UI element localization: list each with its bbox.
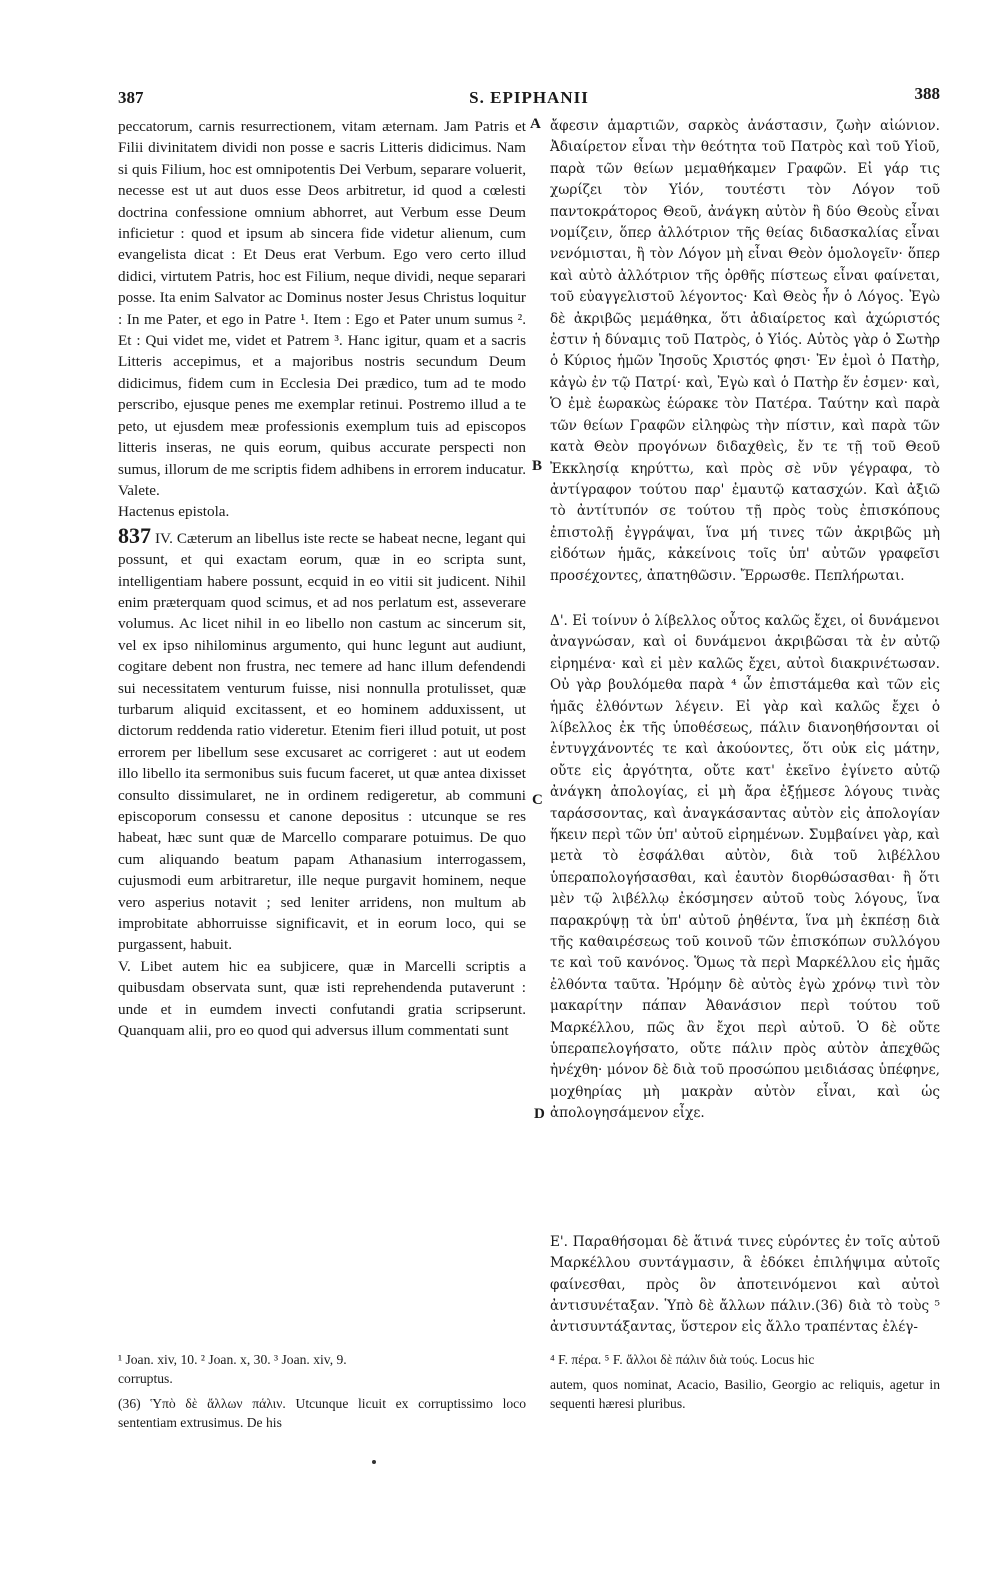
footnote-variants: ⁴ F. πέρα. ⁵ F. ἄλλοι δὲ πάλιν διὰ τούς. Locus hic (550, 1352, 815, 1367)
latin-column (118, 116, 526, 1041)
footnotes-left (118, 1350, 526, 1432)
greek-paragraph-2: Δ'. Εἰ τοίνυν ὁ λίβελλος οὗτος καλῶς ἔχει, οἱ δυνάμενοι ἀναγνώσαν, καὶ οἱ δυνάμενοι ἀκριβῶσαι τὰ ἐν αὐτῷ εἰρημένα· καὶ εἰ μὲν καλῶς ἔχει, αὐτοὶ διακρινέτωσαν. Οὐ γὰρ βουλόμεθα παρὰ ⁴ ὧν ἐπιστάμεθα καὶ τῶν εἰς ἡμᾶς ἐλθόντων λέγειν. Εἰ γὰρ καὶ καλῶς ἔχει ὁ λίβελλος ἐκ τῆς ὑποθέσεως, πάλιν διανοηθήσονται οἱ ἐντυγχάνοντές τε καὶ ἀκούοντες, ὅτι οὐκ εἰς μάτην, οὔτε εἰς ἀργότητα, οὔτε κατ' ἐκεῖνο ἐγίνετο αὐτῷ ἀνάγκη ἀπολογίας, εἰ μὴ ἄρα ἐξῄμεσε λόγους τινὰς ταράσσοντας, καὶ ἀναγκάσαντας αὐτὸν εἰς ἀπολογίαν ἥκειν περὶ τῶν ὑπ' αὐτοῦ εἰρημένων. Συμβαίνει γὰρ, καὶ μετὰ τὸ ἐσφάλθαι αὐτὸν, διὰ τοῦ λιβέλλου ὑπεραπολογήσασθαι, καὶ ἑαυτὸν διορθώσασθαι· ἢ ὅτι μὲν τῷ λιβέλλῳ ἐκόσμησεν αὐτοῦ τοὺς λόγους, ἵνα παρακρύψῃ τὰ ὑπ' αὐτοῦ ῥηθέντα, ἵνα μὴ ἐκπέσῃ διὰ τῆς καθαιρέσεως τοῦ κοινοῦ τῶν ἐπισκόπων συλλόγου τε καὶ τοῦ κανόνος. Ὅμως τὰ περὶ Μαρκέλλου εἰς ἡμᾶς ἐλθόντα ταῦτα. Ἠρόμην δὲ αὐτὸς ἐγὼ χρόνῳ τινὶ τὸν μακαρίτην πάπαν Ἀθανάσιον περὶ τούτου τοῦ Μαρκέλλου, πῶς ἂν ἔχοι περὶ αὐτοῦ. Ὁ δὲ οὔτε ὑπεραπελογήσατο, οὔτε πάλιν πρὸς αὐτὸν ἀπεχθῶς ἠνέχθη· μόνον δὲ διὰ τοῦ προσώπου μειδιάσας ὑπέφηνε, μοχθηρίας μὴ μακρὰν αὐτὸν εἶναι, καὶ ὡς ἀπολογησάμενον εἶχε. (550, 612, 940, 1122)
latin-paragraph-2 (118, 522, 526, 956)
greek-column (550, 116, 940, 1339)
greek-paragraph-1: ἄφεσιν ἁμαρτιῶν, σαρκὸς ἀνάστασιν, ζωὴν αἰώνιον. Ἀδιαίρετον εἶναι τὴν θεότητα τοῦ Πατρὸς καὶ τοῦ Υἱοῦ, παρὰ τῶν θείων μεμαθήκαμεν Γραφῶν. Εἰ γάρ τις χωρίζει τὸν Υἱόν, τουτέστι τὸν Λόγον τοῦ παντοκράτορος Θεοῦ, ἀνάγκη αὐτὸν ἢ δύο Θεοὺς εἶναι νομίζειν, ὅπερ ἀλλότριον τῆς θείας διδασκαλίας εἶναι νενόμισται, ἢ τὸν Λόγον μὴ εἶναι Θεὸν ὁμολογεῖν· ὅπερ καὶ αὐτὸ ἀλλότριον τῆς ὀρθῆς πίστεως εἶναι φαίνεται, τοῦ εὐαγγελιστοῦ λέγοντος· Καὶ Θεὸς ἦν ὁ Λόγος. Ἐγὼ δὲ ἀκριβῶς μεμάθηκα, ὅτι ἀδιαίρετος καὶ ἀχώριστός ἐστιν ἡ δύναμις τοῦ Πατρὸς, ὁ Υἱός. Αὐτὸς γὰρ ὁ Σωτὴρ ὁ Κύριος ἡμῶν Ἰησοῦς Χριστός φησι· Ἐν ἐμοὶ ὁ Πατὴρ, κἀγὼ ἐν τῷ Πατρί· καὶ, Ἐγὼ καὶ ὁ Πατὴρ ἕν ἐσμεν· καὶ, Ὁ ἐμὲ ἑωρακὼς ἑώρακε τὸν Πατέρα. Ταύτην καὶ παρὰ τῶν θείων Γραφῶν εἰληφὼς τὴν πίστιν, καὶ παρὰ τῶν κατὰ Θεὸν προγόνων διδαχθεὶς, ἔν τε τῇ τοῦ Θεοῦ Ἐκκλησίᾳ κηρύττω, καὶ πρὸς σὲ νῦν γέγραφα, τὸ ἀντίγραφον τούτου παρ' ἐμαυτῷ κατασχών. Καὶ ἀξιῶ τὸ ἀντίτυπόν σε τούτου τῇ πρὸς τοὺς ἐπισκόπους ἐπιστολῇ ἐγγράψαι, ἵνα μή τινες τῶν ἀκριβῶς μὴ εἰδότων ἡμᾶς, κἀκείνοις τοῖς ὑπ' αὐτῶν γραφεῖσι προσέχοντες, ἀπατηθῶσιν. Ἔρρωσθε. Πεπλήρωται. (550, 118, 940, 584)
section-number: 837 (118, 522, 151, 548)
footnote-references: ¹ Joan. xiv, 10. ² Joan. x, 30. ³ Joan. xiv, 9. (118, 1352, 347, 1367)
latin-paragraph-3: V. Libet autem hic ea subjicere, quæ in Marcelli scriptis a quibusdam observata sunt, quæ isti reprehendenda putaverunt : unde et in eumdem invecti confutandi gratia scripserunt. Quanquam alii, pro eo quod qui adversus illum commentati sunt (118, 957, 526, 1040)
margin-letter-b: B (532, 458, 543, 474)
greek-paragraph-3: Ε'. Παραθήσομαι δὲ ἅτινά τινες εὑρόντες ἐν τοῖς αὐτοῦ Μαρκέλλου συντάγμασιν, ἃ ἐδόκει ἐπιλήψιμα αὐτοῖς φαίνεσθαι, πρὸς ὃν ἀποτεινόμενοι καὶ αὐτοὶ ἀντισυνέταξαν. Ὑπὸ δὲ ἄλλων πάλιν.(36) διὰ τὸ τοὺς ⁵ ἀντισυντάξαντας, ὕστερον εἰς ἄλλο τραπέντας ἐλέγ- (550, 1233, 940, 1336)
footnote-36-continued: autem, quos nominat, Acacio, Basilio, Georgio ac reliquis, agetur in sequenti hæresi pluribus. (550, 1377, 940, 1411)
ink-dot (372, 1460, 376, 1464)
margin-letter-d: D (534, 1106, 545, 1122)
margin-letter-a: A (530, 116, 541, 132)
running-title: S. EPIPHANII (469, 88, 589, 107)
footnotes-right (550, 1350, 940, 1413)
page (118, 82, 940, 1502)
margin-letter-c: C (532, 792, 543, 808)
page-number-right: 388 (914, 84, 940, 103)
footnote-continuation: corruptus. (118, 1371, 173, 1386)
latin-paragraph-2-text: IV. Cæterum an libellus iste recte se habeat necne, legant qui possunt, et qui exactam eorum, quæ in eo scripta sunt, intelligentiam habere possunt, ecquid in eo vitii sit judicent. Nihil enim præterquam quod scimus, et ad nos perlatum est, asseverare volumus. Ac licet nihil in eo libello non castum ac sincerum sit, vel ex ipso nihilominus argumento, qui hunc legunt aut audiunt, cogitare debent non frustra, nec temere ad hanc illum defendendi sui necessitatem venturum fuisse, nisi nonnulla protulisset, quæ turbarum aliquid excitassent, et eo hominem adduxissent, ut dictorum reddenda ratio videretur. Etenim fieri illud potuit, ut post errorem per libellum sese excusaret ac corrigeret : aut ut eodem illo libello ita sermonibus suis fucum faceret, ut quæ antea dixisset consulto dissimularet, ne in ordinem redigeretur, ab communi episcoporum consessu et canone depositus : utcunque se res habeat, hæc sunt quæ de Marcello comparare potuimus. De quo cum aliquando beatum papam Athanasium interrogassem, cujusmodi eum arbitraretur, ille neque purgavit hominem, neque vero asperius notavit ; sed leniter arridens, non multum ab improbitate abhorruisse significavit, et in eorum loco, qui se purgassent, habuit. (118, 529, 526, 954)
page-number-left: 387 (118, 88, 144, 107)
footnote-36: (36) Ὑπὸ δὲ ἄλλων πάλιν. Utcunque licuit ex corruptissimo loco sententiam extrusimus. De his (118, 1396, 526, 1430)
latin-paragraph-1: peccatorum, carnis resurrectionem, vitam æternam. Jam Patris et Filii divinitatem dividi non posse e sacris Litteris didicimus. Nam si quis Filium, hoc est omnipotentis Dei Verbum, separare voluerit, necesse est ut aut duos esse Deos arbitretur, id quod a cœlesti doctrina confessione omnium abhorret, aut Verbum esse Deum inficietur : quod et ipsum ab sincera fide videtur alienum, cum evangelista dicat : Et Deus erat Verbum. Ego vero certo illud didici, virtutem Patris, hoc est Filium, neque dividi, neque separari posse. Ita enim Salvator ac Dominus noster Jesus Christus loquitur : In me Pater, et ego in Patre ¹. Item : Ego et Pater unum sumus ². Et : Qui videt me, videt et Patrem ³. Hanc igitur, quam et a sacris Litteris accepimus, et a majoribus nostris secundum Deum didicimus, fidem cum in Ecclesia Dei prædico, tum ad te modo perscribo, ejusque penes me exemplar retinui. Postremo illud a te peto, ut ejusdem meæ professionis exemplum tuis ad episcopos litteris inseras, ne quis eorum, quibus accurate perspecti non sumus, illorum de me scriptis fidem adhibens in errorem inducatur. Valete. (118, 118, 526, 499)
running-header (118, 82, 940, 116)
latin-paragraph-closing: Hactenus epistola. (118, 503, 230, 521)
